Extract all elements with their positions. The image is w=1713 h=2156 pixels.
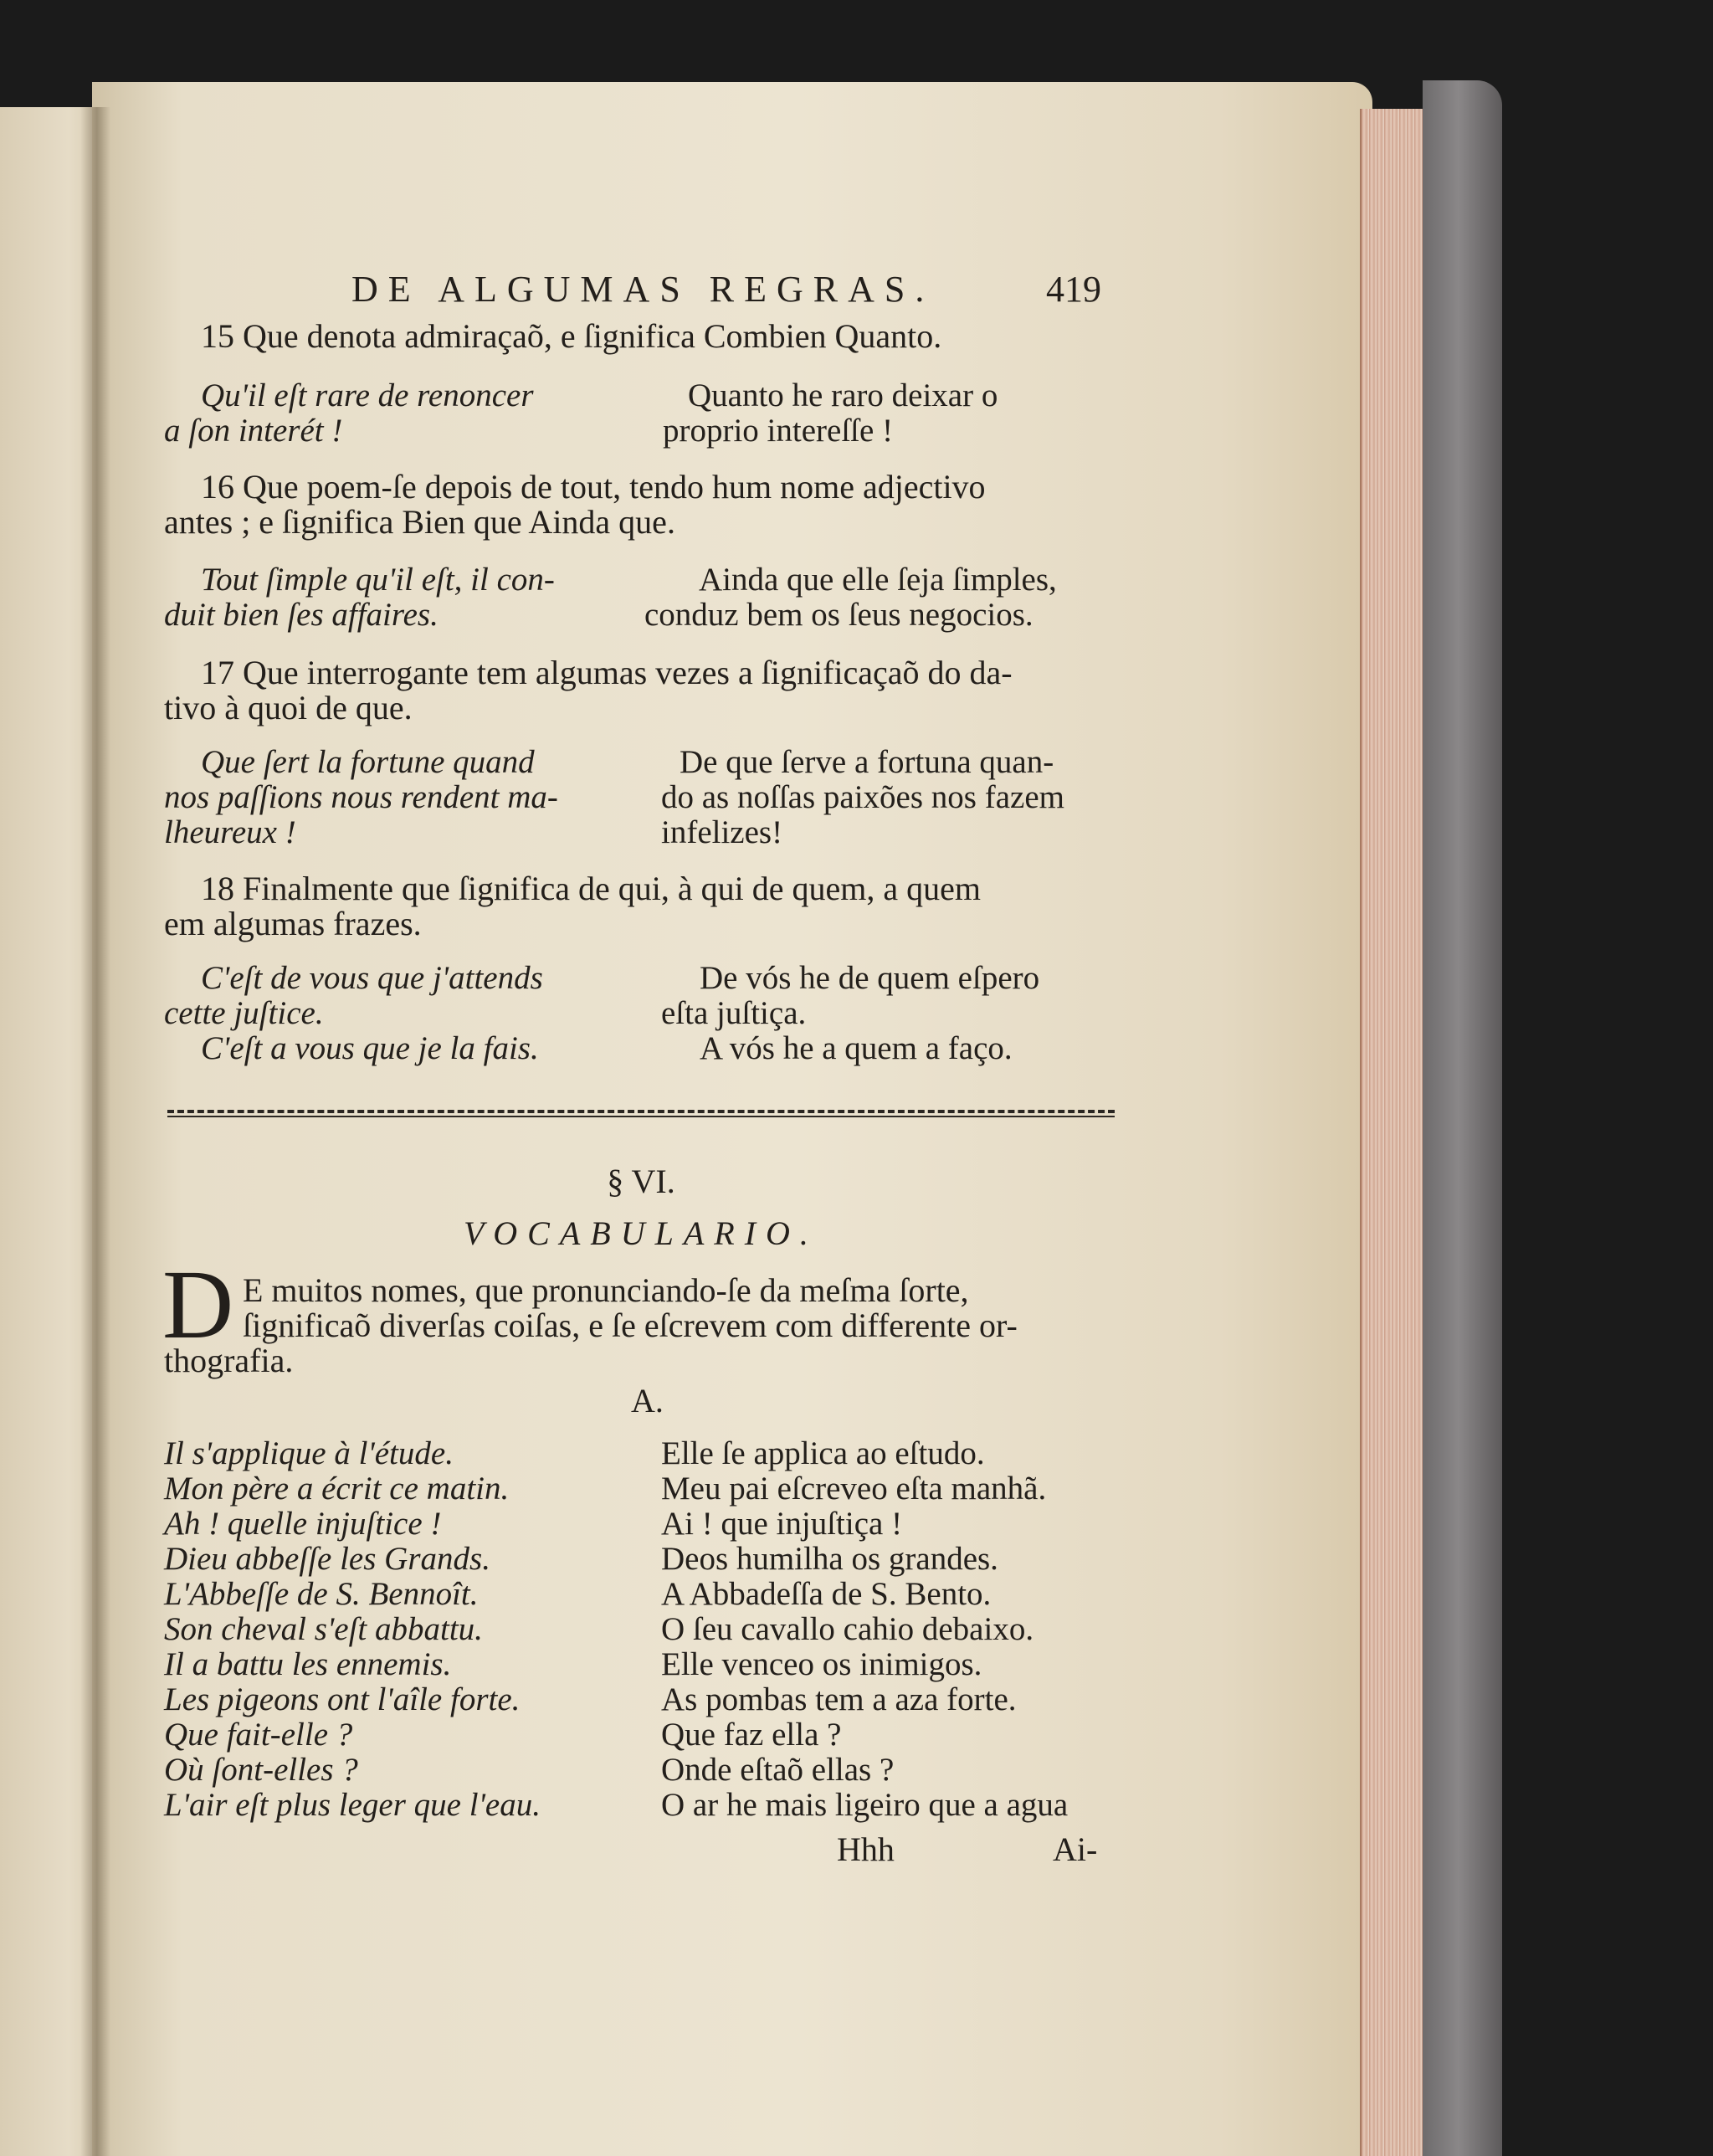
rule-18-portuguese-1: De vós he de quem eſpero bbox=[700, 960, 1040, 996]
book-gutter bbox=[80, 107, 110, 2156]
rule-16-portuguese-1: Ainda que elle ſeja ſimples, bbox=[699, 562, 1057, 598]
rule-17-french-3: lheureux ! bbox=[164, 814, 296, 850]
vocab-portuguese: A Abbadeſſa de S. Bento. bbox=[661, 1576, 992, 1612]
page-edges bbox=[1360, 109, 1428, 2156]
rule-18-french-1: C'eſt de vous que j'attends bbox=[201, 960, 543, 996]
vocab-portuguese: As pombas tem a aza forte. bbox=[661, 1681, 1017, 1717]
rule-17-intro-2: tivo à quoi de que. bbox=[164, 689, 413, 726]
vocab-portuguese: Ai ! que injuſtiça ! bbox=[661, 1506, 903, 1542]
rule-17-portuguese-3: infelizes! bbox=[661, 814, 783, 850]
section-number: § VI. bbox=[607, 1163, 675, 1200]
vocab-french: Il s'applique à l'étude. bbox=[164, 1435, 454, 1471]
rule-15-intro: 15 Que denota admiraçaõ, e ſignifica Combien Quanto. bbox=[201, 317, 942, 355]
rule-18-intro-2: em algumas frazes. bbox=[164, 905, 422, 942]
vocab-portuguese: O ſeu cavallo cahio debaixo. bbox=[661, 1611, 1034, 1647]
rule-18-intro-1: 18 Finalmente que ſignifica de qui, à qui de quem, a quem bbox=[201, 870, 981, 907]
vocab-portuguese: Elle venceo os inimigos. bbox=[661, 1646, 982, 1682]
vocab-french: L'air eſt plus leger que l'eau. bbox=[164, 1787, 541, 1823]
signature-mark: Hhh bbox=[837, 1830, 895, 1868]
rule-17-french-1: Que ſert la fortune quand bbox=[201, 744, 535, 780]
vocab-portuguese: O ar he mais ligeiro que a agua bbox=[661, 1787, 1069, 1823]
rule-18-portuguese-2: eſta juſtiça. bbox=[661, 995, 807, 1031]
section-intro-3: thografia. bbox=[164, 1342, 294, 1379]
rule-18-french-2: cette juſtice. bbox=[164, 995, 324, 1031]
section-divider bbox=[167, 1110, 1115, 1113]
rule-15-french-1: Qu'il eſt rare de renoncer bbox=[201, 377, 534, 413]
vocab-portuguese: Onde eſtaõ ellas ? bbox=[661, 1752, 895, 1788]
section-divider-line bbox=[167, 1116, 1115, 1117]
rule-16-french-2: duit bien ſes affaires. bbox=[164, 597, 439, 633]
drop-cap: D bbox=[162, 1250, 234, 1359]
section-letter: A. bbox=[631, 1382, 664, 1419]
section-intro-2: ſignificaõ diverſas coiſas, e ſe eſcrevem com differente or- bbox=[243, 1306, 1018, 1344]
rule-16-french-1: Tout ſimple qu'il eſt, il con- bbox=[201, 562, 555, 598]
section-intro-1: E muitos nomes, que pronunciando-ſe da meſma ſorte, bbox=[243, 1271, 969, 1309]
rule-17-french-2: nos paſſions nous rendent ma- bbox=[164, 779, 558, 815]
rule-15-portuguese-2: proprio intereſſe ! bbox=[663, 413, 894, 449]
rule-15-french-2: a ſon interét ! bbox=[164, 413, 343, 449]
rule-17-portuguese-1: De que ſerve a fortuna quan- bbox=[680, 744, 1054, 780]
vocab-portuguese: Meu pai eſcreveo eſta manhã. bbox=[661, 1471, 1047, 1507]
rule-16-intro-1: 16 Que poem-ſe depois de tout, tendo hum nome adjectivo bbox=[201, 468, 986, 506]
catchword: Ai- bbox=[1053, 1830, 1098, 1868]
vocab-portuguese: Elle ſe applica ao eſtudo. bbox=[661, 1435, 985, 1471]
book-cover bbox=[1423, 80, 1502, 2156]
vocab-french: Ah ! quelle injuſtice ! bbox=[164, 1506, 442, 1542]
rule-16-intro-2: antes ; e ſignifica Bien que Ainda que. bbox=[164, 503, 675, 541]
rule-18-portuguese-3: A vós he a quem a faço. bbox=[700, 1030, 1013, 1066]
vocab-french: Mon père a écrit ce matin. bbox=[164, 1471, 510, 1507]
rule-17-intro-1: 17 Que interrogante tem algumas vezes a ſignificaçaõ do da- bbox=[201, 654, 1013, 691]
page-number: 419 bbox=[1046, 269, 1101, 310]
rule-16-portuguese-2: conduz bem os ſeus negocios. bbox=[644, 597, 1033, 633]
vocab-french: Dieu abbeſſe les Grands. bbox=[164, 1541, 490, 1577]
vocab-french: Où ſont-elles ? bbox=[164, 1752, 358, 1788]
running-title: DE ALGUMAS REGRAS. bbox=[351, 269, 935, 310]
vocab-french: Son cheval s'eſt abbattu. bbox=[164, 1611, 483, 1647]
section-title: VOCABULARIO. bbox=[464, 1214, 818, 1252]
rule-18-french-3: C'eſt a vous que je la fais. bbox=[201, 1030, 539, 1066]
vocab-portuguese: Que faz ella ? bbox=[661, 1717, 842, 1753]
vocab-portuguese: Deos humilha os grandes. bbox=[661, 1541, 998, 1577]
vocab-french: L'Abbeſſe de S. Bennoît. bbox=[164, 1576, 479, 1612]
vocab-french: Que fait-elle ? bbox=[164, 1717, 353, 1753]
rule-17-portuguese-2: do as noſſas paixões nos fazem bbox=[661, 779, 1064, 815]
vocab-french: Il a battu les ennemis. bbox=[164, 1646, 452, 1682]
vocab-french: Les pigeons ont l'aîle forte. bbox=[164, 1681, 521, 1717]
rule-15-portuguese-1: Quanto he raro deixar o bbox=[688, 377, 998, 413]
